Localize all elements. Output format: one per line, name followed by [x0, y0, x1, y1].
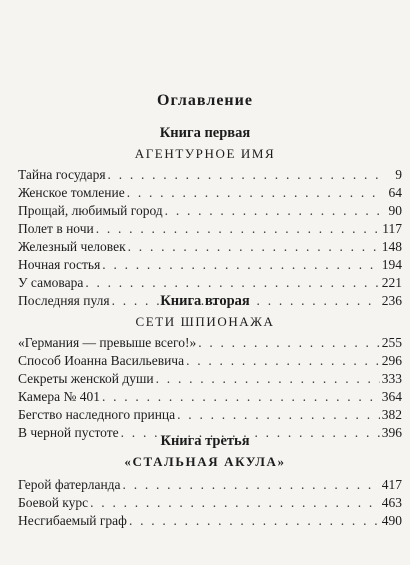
dot-leader [96, 220, 380, 238]
entry-page: 333 [381, 371, 402, 386]
entry-page: 382 [381, 407, 402, 422]
toc-entry[interactable] [18, 352, 402, 370]
toc-entry[interactable] [18, 238, 402, 256]
entry-title: В черной пустоте [18, 425, 119, 440]
book-1-name: АГЕНТУРНОЕ ИМЯ [134, 146, 276, 161]
toc-entry[interactable] [18, 334, 402, 352]
dot-leader [90, 494, 380, 512]
toc-title: Оглавление [157, 92, 253, 109]
entry-title: Бегство наследного принца [18, 407, 176, 422]
entry-page: 490 [381, 513, 402, 528]
dot-leader [128, 238, 380, 256]
entry-title: Боевой курс [18, 495, 89, 510]
entry-title: Железный человек [18, 239, 126, 254]
book-2-label: Книга вторая [160, 293, 250, 309]
entry-page: 364 [381, 389, 402, 404]
toc-entry[interactable] [18, 184, 402, 202]
toc-entry[interactable] [18, 406, 402, 424]
dot-leader [85, 274, 379, 292]
toc-entry[interactable] [18, 202, 402, 220]
entry-title: «Германия — превыше всего!» [18, 335, 197, 350]
entry-title: Герой фатерланда [18, 477, 121, 492]
entry-page: 90 [388, 203, 402, 218]
toc-entry[interactable] [18, 220, 402, 238]
dot-leader [198, 334, 380, 352]
entry-page: 236 [381, 293, 402, 308]
toc-entry[interactable] [18, 370, 402, 388]
entry-title: Женское томление [18, 185, 125, 200]
entry-page: 255 [381, 335, 402, 350]
dot-leader [108, 166, 380, 184]
dot-leader [156, 370, 380, 388]
toc-entry[interactable] [18, 256, 402, 274]
entry-title: Камера № 401 [18, 389, 100, 404]
entry-title: Способ Иоанна Васильевича [18, 353, 185, 368]
book-2-name: СЕТИ ШПИОНАЖА [135, 314, 275, 329]
toc-entry[interactable] [18, 274, 402, 292]
entry-title: Прощай, любимый город [18, 203, 163, 218]
entry-title: Секреты женской души [18, 371, 154, 386]
entry-title: Тайна государя [18, 167, 106, 182]
entry-page: 194 [381, 257, 402, 272]
dot-leader [102, 388, 380, 406]
entry-page: 9 [395, 167, 402, 182]
book-3-label: Книга третья [160, 433, 250, 449]
toc-entry[interactable] [18, 476, 402, 494]
dot-leader [129, 512, 380, 530]
toc-entry[interactable] [18, 512, 402, 530]
entry-page: 64 [388, 185, 402, 200]
book-3-name: «СТАЛЬНАЯ АКУЛА» [124, 454, 286, 469]
entry-title: Последняя пуля [18, 293, 110, 308]
entry-title: У самовара [18, 275, 84, 290]
entry-page: 396 [381, 425, 402, 440]
entry-page: 148 [381, 239, 402, 254]
entry-page: 296 [381, 353, 402, 368]
entry-title: Несгибаемый граф [18, 513, 127, 528]
entry-page: 417 [381, 477, 402, 492]
toc-entry[interactable] [18, 166, 402, 184]
toc-entry[interactable] [18, 494, 402, 512]
entry-title: Ночная гостья [18, 257, 101, 272]
toc-entry[interactable] [18, 388, 402, 406]
entry-page: 117 [382, 221, 402, 236]
dot-leader [177, 406, 380, 424]
book-1-label: Книга первая [159, 125, 251, 141]
entry-page: 221 [381, 275, 402, 290]
dot-leader [123, 476, 380, 494]
dot-leader [186, 352, 380, 370]
entry-page: 463 [381, 495, 402, 510]
dot-leader [165, 202, 380, 220]
dot-leader [127, 184, 380, 202]
dot-leader [102, 256, 379, 274]
entry-title: Полет в ночи [18, 221, 94, 236]
